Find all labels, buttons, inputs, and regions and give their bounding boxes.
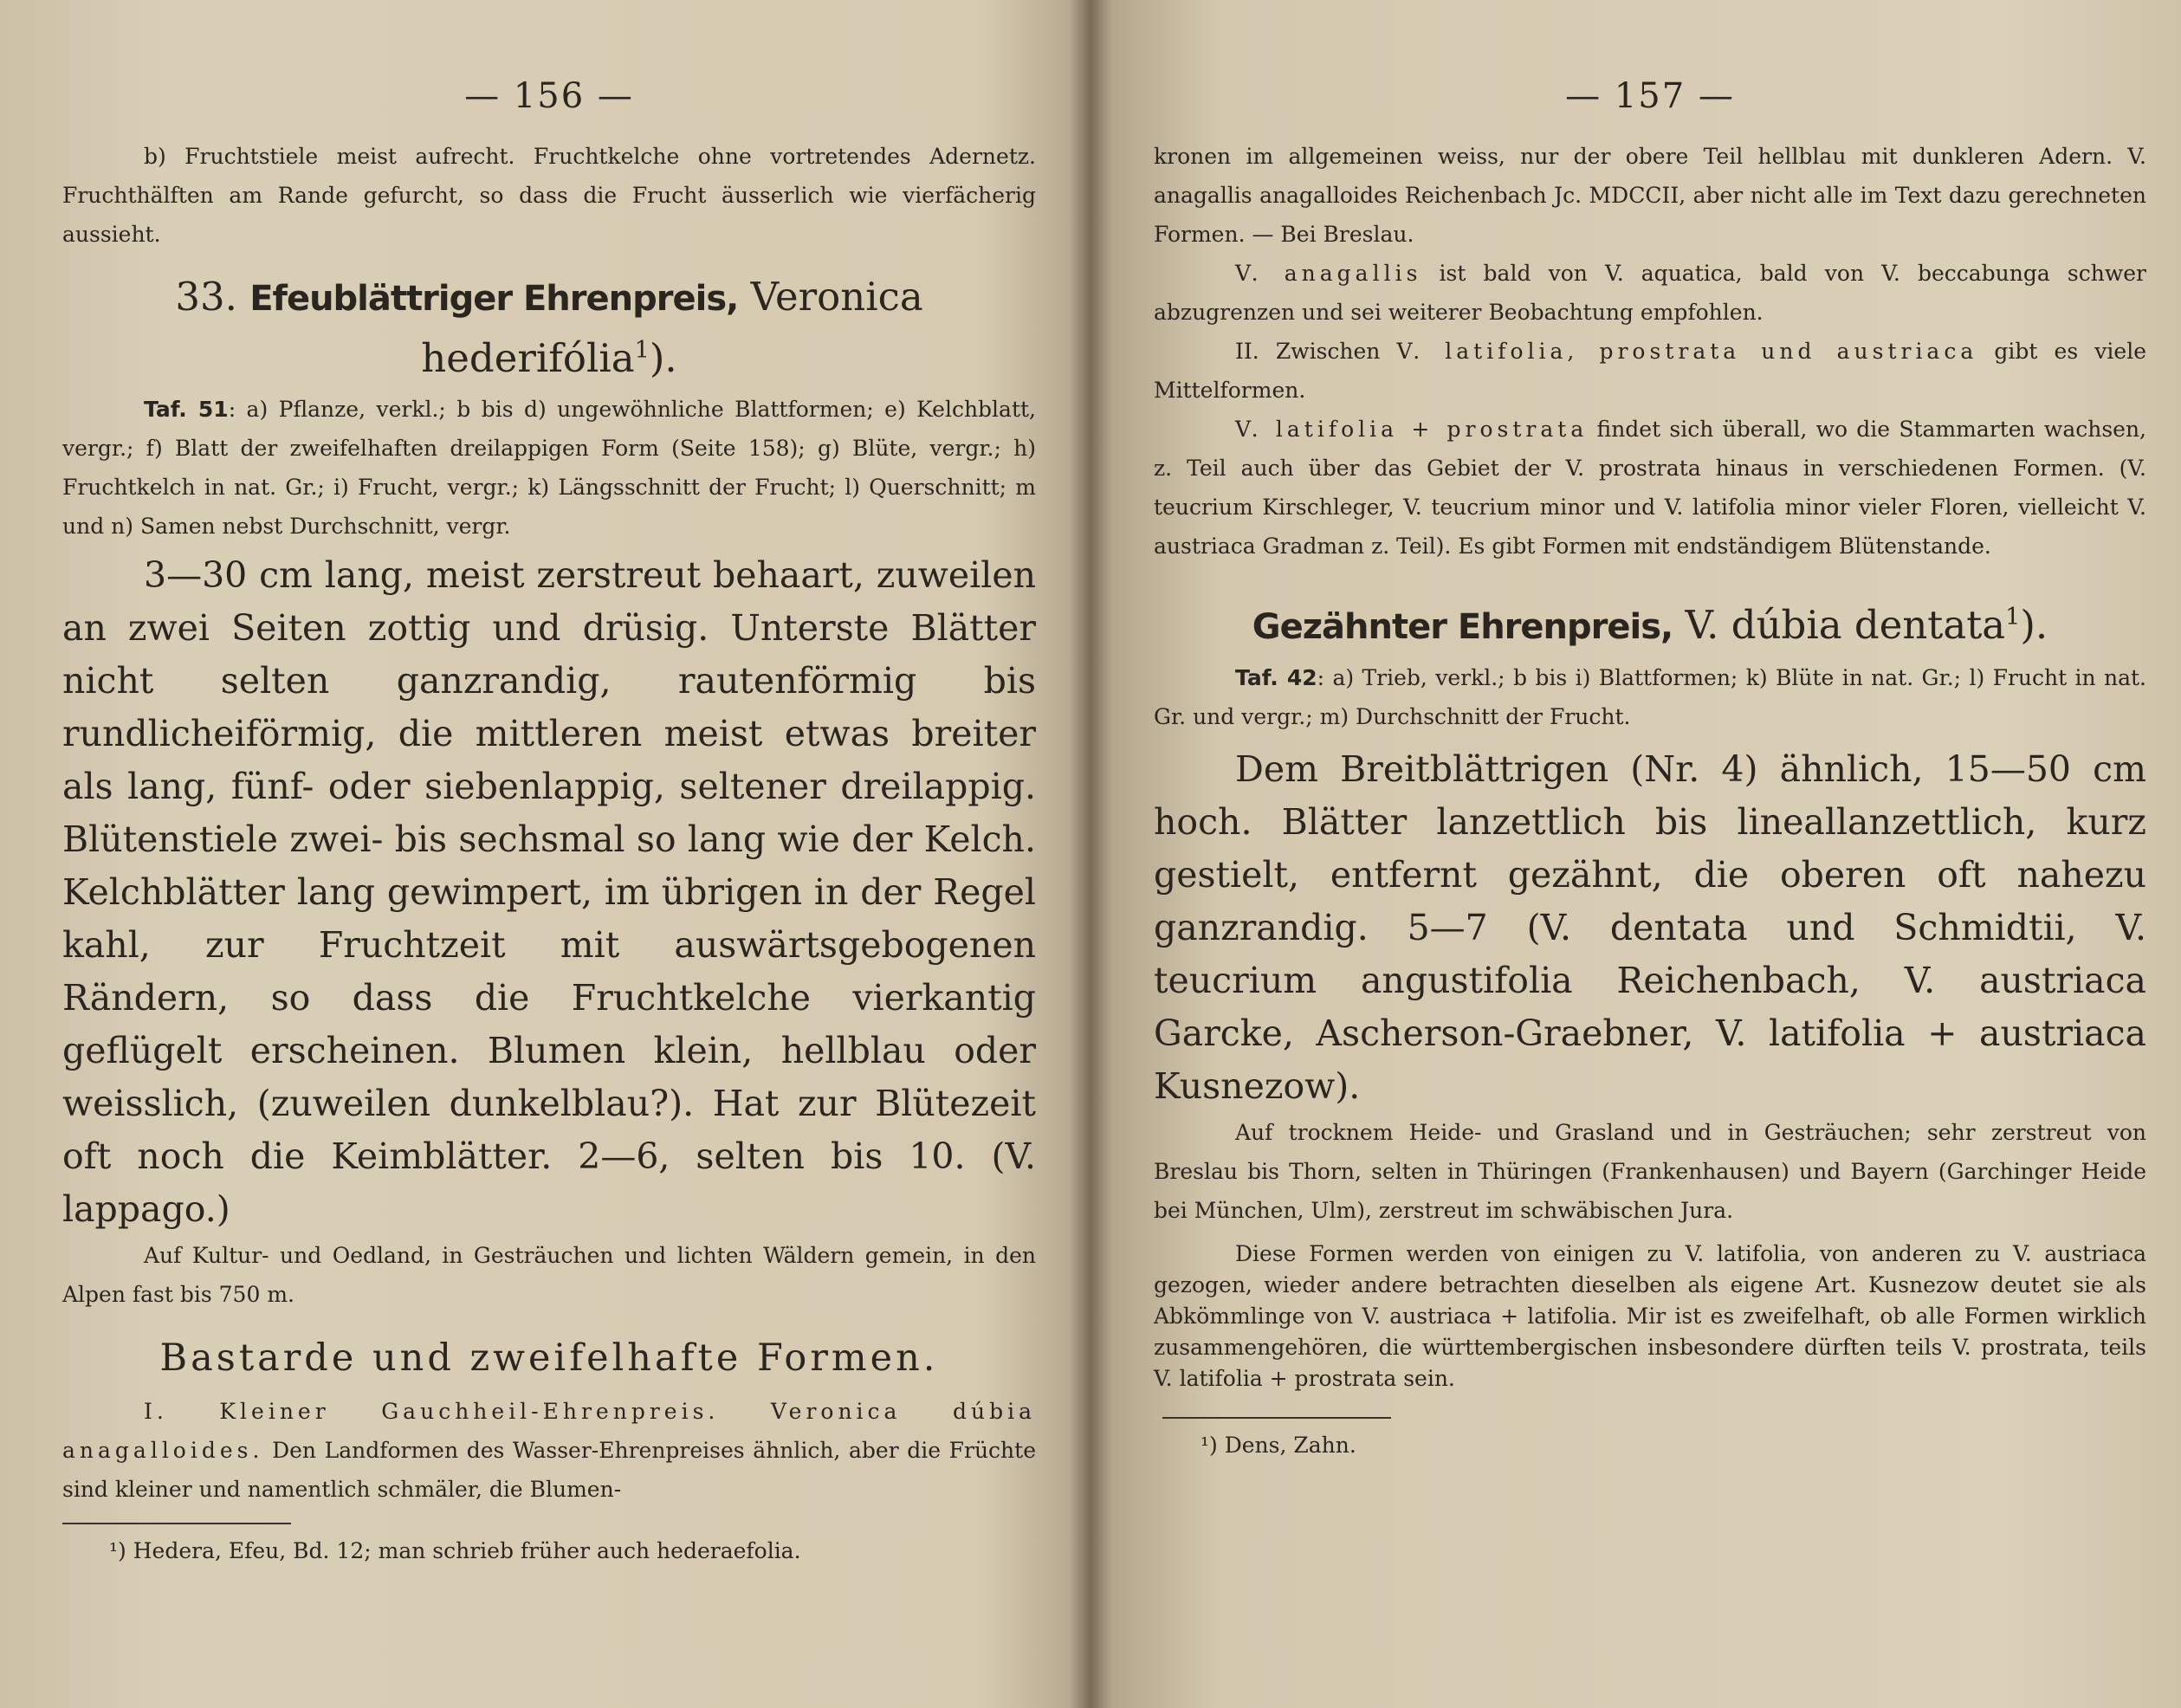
left-page [0, 0, 1074, 1708]
anagallis-text: ist bald von V. aquatica, bald von V. beccabunga schwer abzugrenzen und sei weiterer Beobachtung empfohlen. [1154, 261, 2146, 325]
anagallis-paragraph [1154, 254, 2146, 332]
note-paragraph: Diese Formen werden von einigen zu V. latifolia, von anderen zu V. austriaca gezogen, wieder andere betrachten dieselben als eigene Art. Kusnezow deutet sie als Abkömmlinge von V. austriaca + latifolia. Mir ist es zweifelhaft, ob alle Formen wirklich zusammengehören, die württembergischen insbesondere dürften teils V. prostrata, teils V. latifolia + prostrata sein. [1154, 1241, 2146, 1391]
heading-latin-genus: Veronica [750, 274, 923, 320]
right-page [1100, 0, 2181, 1708]
continued-paragraph: kronen im allgemeinen weiss, nur der obere Teil hellblau mit dunkleren Adern. V. anagallis anagalloides Reichenbach Jc. MDCCII, aber nicht alle im Text dazu gerechneten Formen. — Bei Breslau. [1154, 144, 2146, 247]
latifolia-prostrata-text: findet sich überall, wo die Stammarten wachsen, z. Teil auch über das Gebiet der V. prostrata hinaus in verschiedenen Formen. (V. teucrium Kirschleger, V. teucrium minor und V. latifolia minor vieler Floren, vielleicht V. austriaca Gradman z. Teil). Es gibt Formen mit endständigem Blütenstande. [1154, 417, 2146, 559]
habitat-paragraph: Auf Kultur- und Oedland, in Gesträuchen und lichten Wäldern gemein, in den Alpen fast bis 750 m. [62, 1243, 1036, 1307]
latifolia-prostrata-paragraph [1154, 410, 2146, 566]
hybrid-item-2 [1154, 332, 2146, 410]
species-heading-33 [62, 271, 1036, 385]
plate-text-right: : a) Trieb, verkl.; b bis i) Blattformen; k) Blüte in nat. Gr.; l) Frucht in nat. Gr. und vergr.; m) Durchschnitt der Frucht. [1154, 665, 2147, 729]
heading-footnote-mark: 1 [634, 337, 650, 364]
section-heading: Bastarde und zweifelhafte Formen. [159, 1336, 939, 1380]
plate-reference [62, 390, 1036, 546]
footnote-right: ¹) Dens, Zahn. [1201, 1433, 1356, 1458]
latifolia-prostrata-name: V. latifolia + prostrata [1235, 417, 1589, 442]
hybrid-item-1 [62, 1392, 1036, 1509]
plate-text: : a) Pflanze, verkl.; b bis d) ungewöhnliche Blattformen; e) Kelchblatt, vergr.; f) Blatt der zweifelhaften dreilappigen Form (Seite 158); g) Blüte, vergr.; h) Fruchtkelch in nat. Gr.; i) Frucht, vergr.; k) Längsschnitt der Frucht; l) Querschnitt; m und n) Samen nebst Durchschnitt, vergr. [62, 397, 1037, 539]
plate-reference-right [1154, 658, 2146, 736]
footnote-left: ¹) Hedera, Efeu, Bd. 12; man schrieb früher auch hederaefolia. [109, 1538, 801, 1563]
heading-common-name-right: Gezähnter Ehrenpreis, [1252, 607, 1673, 647]
footnote-rule-right [1162, 1417, 1391, 1419]
hybrid-item-1-title: I. Kleiner Gauchheil-Ehrenpreis. Veronica dúbia anagalloides. [62, 1399, 1036, 1463]
hybrid-item-1-text: Den Landformen des Wasser-Ehrenpreises ähnlich, aber die Früchte sind kleiner und namentlich schmäler, die Blumen- [62, 1438, 1037, 1502]
plate-label: Taf. 51 [144, 397, 229, 422]
hybrid-item-2-names: V. latifolia, prostrata und austriaca [1396, 339, 1978, 364]
heading-latin-right: V. dúbia dentata [1685, 602, 2006, 648]
habitat-paragraph-right: Auf trocknem Heide- und Grasland und in Gesträuchen; sehr zerstreut von Breslau bis Thorn, selten in Thüringen (Frankenhausen) und Bayern (Garchinger Heide bei München, Ulm), zerstreut im schwäbischen Jura. [1154, 1120, 2146, 1223]
anagallis-name: V. anagallis [1235, 261, 1422, 286]
hybrid-item-2-lead: II. Zwischen [1235, 339, 1381, 364]
heading-number: 33. [175, 274, 237, 320]
heading-common-name: Efeublättriger Ehrenpreis, [249, 279, 739, 319]
intro-paragraph: b) Fruchtstiele meist aufrecht. Fruchtkelche ohne vortretendes Adernetz. Fruchthälften am Rande gefurcht, so dass die Frucht äusserlich wie vierfächerig aussieht. [62, 144, 1036, 247]
plate-label-right: Taf. 42 [1235, 665, 1317, 690]
heading-close-right: ). [2020, 602, 2048, 648]
heading-close: ). [649, 335, 677, 381]
footnote-rule [62, 1523, 291, 1524]
species-heading-dentata [1154, 592, 2146, 653]
hybrid-item-2-text: gibt es viele Mittelformen. [1154, 339, 2146, 403]
heading-footnote-mark-right: 1 [2005, 604, 2021, 631]
page-number-left: — 156 — [464, 76, 634, 116]
page-number-right: — 157 — [1565, 76, 1735, 116]
species-description-right: Dem Breitblättrigen (Nr. 4) ähnlich, 15—50 cm hoch. Blätter lanzettlich bis lineallanzettlich, kurz gestielt, entfernt gezähnt, die oberen oft nahezu ganzrandig. 5—7 (V. dentata und Schmidtii, V. teucrium angustifolia Reichenbach, V. austriaca Garcke, Ascherson-Graebner, V. latifolia + austriaca Kusnezow). [1154, 748, 2146, 1107]
heading-latin-species: hederifólia [421, 335, 635, 381]
species-description: 3—30 cm lang, meist zerstreut behaart, zuweilen an zwei Seiten zottig und drüsig. Unterste Blätter nicht selten ganzrandig, rautenförmig bis rundlicheiförmig, die mittleren meist etwas breiter als lang, fünf- oder siebenlappig, seltener dreilappig. Blütenstiele zwei- bis sechsmal so lang wie der Kelch. Kelchblätter lang gewimpert, im übrigen in der Regel kahl, zur Fruchtzeit mit auswärtsgebogenen Rändern, so dass die Fruchtkelche vierkantig geflügelt erscheinen. Blumen klein, hellblau oder weisslich, (zuweilen dunkelblau?). Hat zur Blütezeit oft noch die Keimblätter. 2—6, selten bis 10. (V. lappago.) [62, 554, 1036, 1230]
